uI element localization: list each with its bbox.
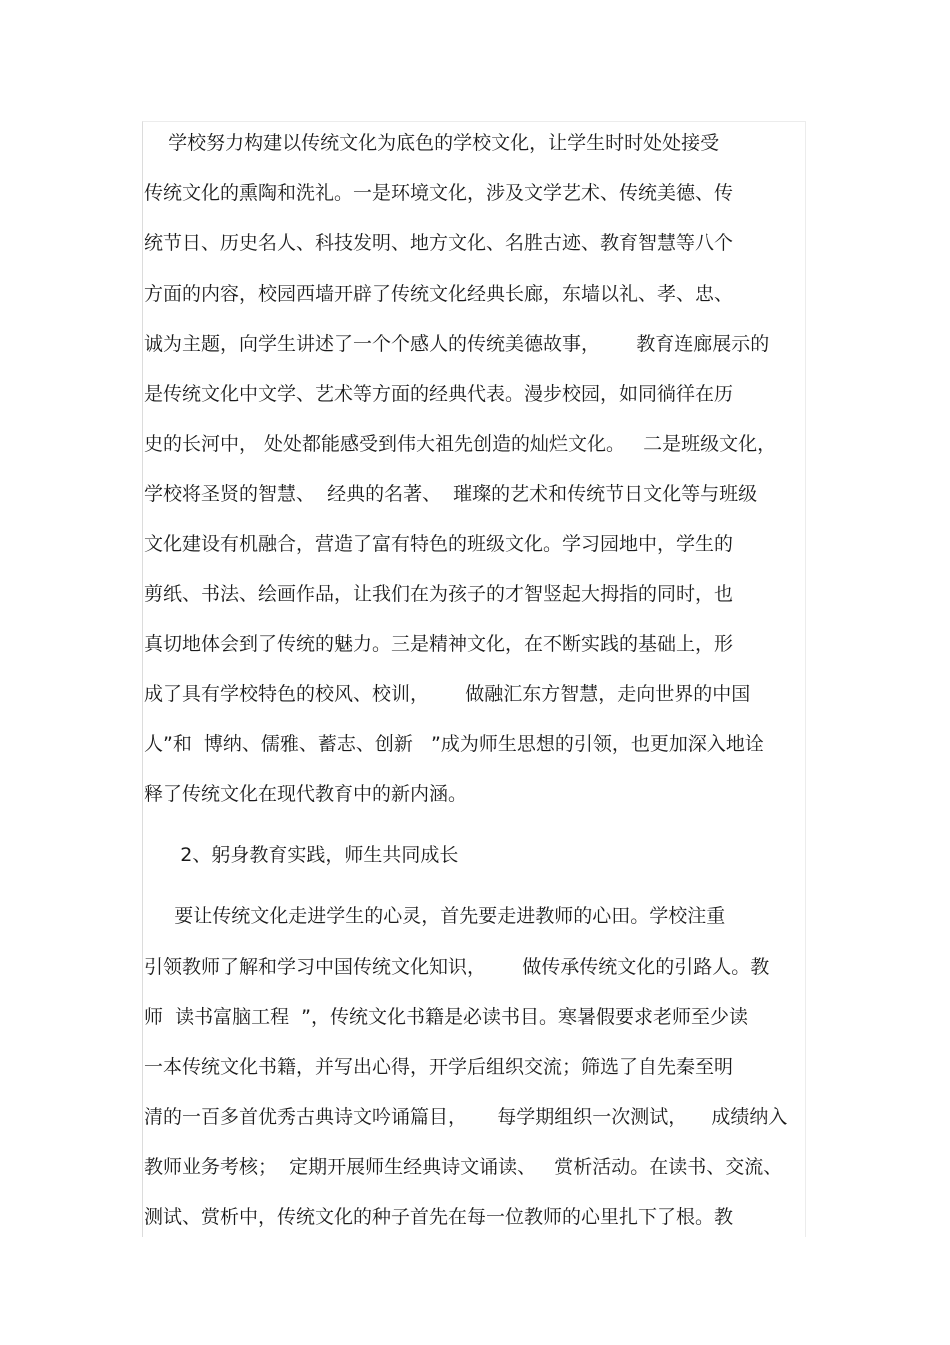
paragraph-line: 引领教师了解和学习中国传统文化知识， 做传承传统文化的引路人。教 (144, 956, 770, 978)
paragraph-line: 人”和 博纳、儒雅、蓄志、创新 ”成为师生思想的引领，也更加深入地诠 (144, 733, 764, 755)
paragraph-line: 释了传统文化在现代教育中的新内涵。 (144, 783, 468, 805)
paragraph-line: 学校努力构建以传统文化为底色的学校文化，让学生时时处处接受 (144, 132, 720, 154)
paragraph-line: 要让传统文化走进学生的心灵，首先要走进教师的心田。学校注重 (144, 905, 726, 927)
paragraph-line: 测试、赏析中，传统文化的种子首先在每一位教师的心里扎下了根。教 (144, 1206, 734, 1228)
paragraph-line: 剪纸、书法、绘画作品，让我们在为孩子的才智竖起大拇指的同时，也 (144, 583, 734, 605)
section-heading: 2、躬身教育实践，师生共同成长 (144, 844, 459, 866)
paragraph-line: 传统文化的熏陶和洗礼。一是环境文化，涉及文学艺术、传统美德、传 (144, 182, 734, 204)
paragraph-line: 统节日、历史名人、科技发明、地方文化、名胜古迹、教育智慧等八个 (144, 232, 734, 254)
paragraph-line: 诚为主题，向学生讲述了一个个感人的传统美德故事， 教育连廊展示的 (144, 333, 770, 355)
paragraph-line: 成了具有学校特色的校风、校训， 做融汇东方智慧，走向世界的中国 (144, 683, 751, 705)
paragraph-line: 真切地体会到了传统的魅力。三是精神文化，在不断实践的基础上，形 (144, 633, 734, 655)
paragraph-line: 教师业务考核； 定期开展师生经典诗文诵读、 赏析活动。在读书、交流、 (144, 1156, 783, 1178)
paragraph-line: 清的一百多首优秀古典诗文吟诵篇目， 每学期组织一次测试， 成绩纳入 (144, 1106, 788, 1128)
paragraph-line: 方面的内容，校园西墙开辟了传统文化经典长廊，东墙以礼、孝、忠、 (144, 283, 734, 305)
paragraph-line: 史的长河中， 处处都能感受到伟大祖先创造的灿烂文化。 二是班级文化， (144, 433, 777, 455)
paragraph-line: 是传统文化中文学、艺术等方面的经典代表。漫步校园，如同徜徉在历 (144, 383, 734, 405)
paragraph-line: 一本传统文化书籍，并写出心得，开学后组织交流；筛选了自先秦至明 (144, 1056, 734, 1078)
paragraph-line: 文化建设有机融合，营造了富有特色的班级文化。学习园地中，学生的 (144, 533, 734, 555)
paragraph-line: 师 读书富脑工程 ”，传统文化书籍是必读书目。寒暑假要求老师至少读 (144, 1006, 749, 1028)
paragraph-line: 学校将圣贤的智慧、 经典的名著、 璀璨的艺术和传统节日文化等与班级 (144, 483, 758, 505)
